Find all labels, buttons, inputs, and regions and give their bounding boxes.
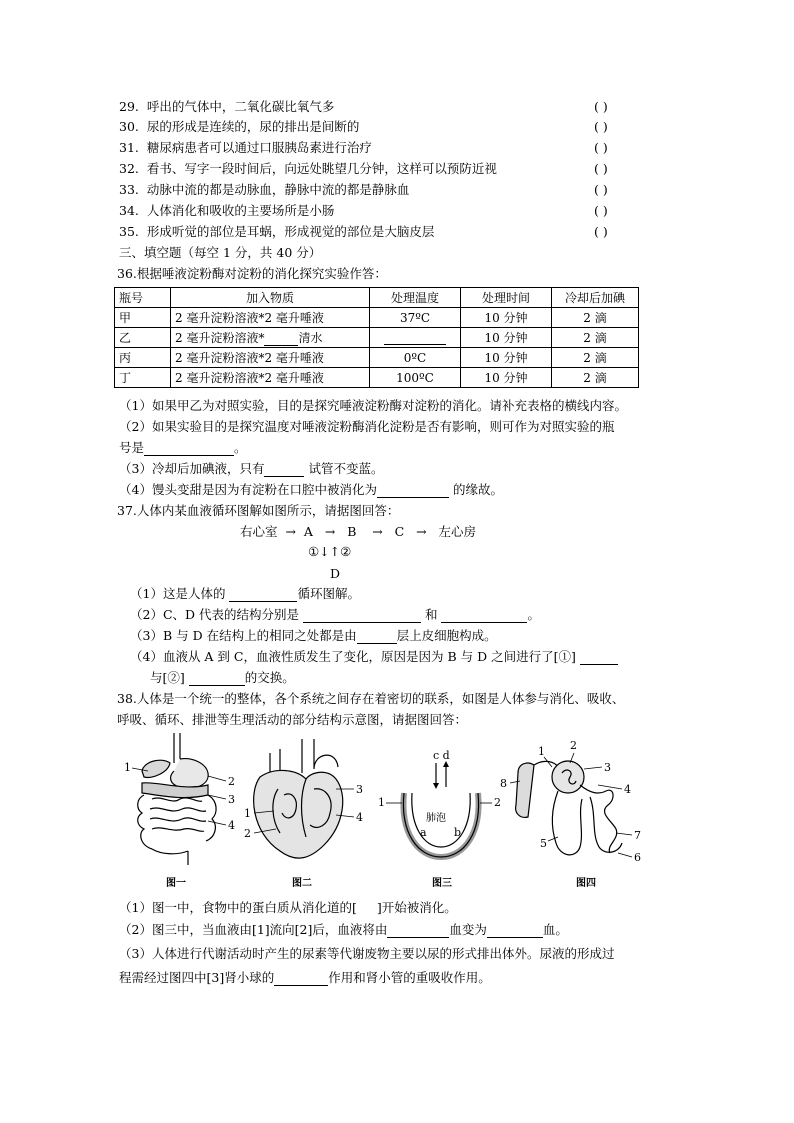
circulation-diagram-row2: ①↓↑②	[308, 544, 352, 559]
cell-temperature: 0ºC	[370, 348, 461, 368]
fig3-label-2: 2	[494, 796, 501, 809]
figure-1-caption: 图一	[166, 878, 186, 889]
answer-paren-35[interactable]: ( )	[594, 224, 608, 239]
q37-part4b-post: 的交换。	[244, 670, 295, 685]
q36-stem: 36.根据唾液淀粉酶对淀粉的消化探究实验作答：	[117, 266, 387, 281]
experiment-table	[114, 287, 639, 388]
q38-part3b-post: 作用和肾小管的重吸收作用。	[328, 970, 491, 985]
q36-part2b-pre: 号是	[119, 440, 145, 455]
heart-figure	[240, 733, 365, 868]
digestive-system-figure	[122, 733, 242, 868]
cell-bottle: 乙	[115, 328, 171, 348]
blank-structure-c[interactable]	[303, 609, 421, 623]
q38-part2-post: 血。	[542, 922, 568, 937]
blank-blood-before[interactable]	[387, 924, 449, 938]
table-row	[115, 308, 639, 328]
fig1-label-1: 1	[124, 761, 131, 774]
question-33: 33. 动脉中流的都是动脉血，静脉中流的都是静脉血	[119, 182, 410, 197]
fig2-label-3: 3	[356, 783, 363, 796]
q36-part3-post: 试管不变蓝。	[304, 461, 384, 476]
q37-part4b-pre: 与[②]	[150, 670, 189, 685]
cell-time: 10 分钟	[461, 328, 552, 348]
fig4-label-8: 8	[500, 777, 507, 790]
q37-part1-post: 循环图解。	[297, 586, 360, 601]
q36-part3-pre: （3）冷却后加碘液，只有	[119, 461, 265, 476]
fig1-label-3: 3	[228, 793, 235, 806]
question-32: 32. 看书、写字一段时间后，向远处眺望几分钟，这样可以预防近视	[119, 161, 497, 176]
table-row	[115, 368, 639, 388]
blank-structure-d[interactable]	[441, 609, 527, 623]
q36-part4	[119, 482, 503, 498]
figure-3-caption: 图三	[432, 878, 452, 889]
substance-suffix: 清水	[298, 331, 323, 345]
question-30: 30. 尿的形成是连续的，尿的排出是间断的	[119, 119, 360, 134]
table-row	[115, 348, 639, 368]
blank-substance[interactable]	[264, 332, 298, 346]
q37-part1-pre: （1）这是人体的	[130, 586, 230, 601]
q37-stem: 37.人体内某血液循环图解如图所示，请据图回答：	[117, 503, 400, 518]
header-iodine: 冷却后加碘	[552, 288, 639, 308]
blank-gas-2[interactable]	[189, 672, 245, 686]
fig1-label-4: 4	[228, 819, 235, 832]
nephron-figure	[498, 733, 663, 868]
fig4-label-7: 7	[634, 829, 641, 842]
cell-substance: 2 毫升淀粉溶液*2 毫升唾液	[171, 348, 370, 368]
q36-part4-post: 的缘故。	[448, 482, 503, 497]
answer-paren-33[interactable]: ( )	[594, 182, 608, 197]
cell-temperature: 100ºC	[370, 368, 461, 388]
question-34: 34. 人体消化和吸收的主要场所是小肠	[119, 203, 335, 218]
q38-part1-post: ]开始被消化。	[376, 900, 457, 915]
cell-time: 10 分钟	[461, 308, 552, 328]
alveolus-figure	[376, 733, 506, 868]
blank-digestive-organ[interactable]	[357, 903, 377, 916]
q36-part3	[119, 461, 383, 477]
blank-gas-1[interactable]	[580, 651, 618, 665]
section-title: 三、填空题（每空 1 分，共 40 分）	[119, 245, 322, 260]
q37-part4b	[150, 670, 295, 686]
circulation-diagram-row3: D	[330, 566, 341, 581]
fig4-label-5: 5	[540, 837, 547, 850]
q38-part2-pre: （2）图三中，当血液由[1]流向[2]后，血液将由	[119, 922, 388, 937]
cell-temperature: 37ºC	[370, 308, 461, 328]
q38-part3b-pre: 程需经过图四中[3]肾小球的	[119, 970, 275, 985]
q37-part3-post: 层上皮细胞构成。	[396, 628, 497, 643]
blank-digestion-product[interactable]	[377, 484, 449, 498]
cell-iodine: 2 滴	[552, 308, 639, 328]
cell-substance: 2 毫升淀粉溶液*2 毫升唾液	[171, 308, 370, 328]
q37-part3	[130, 628, 497, 644]
fig4-label-4: 4	[624, 783, 631, 796]
q38-part3a: （3）人体进行代谢活动时产生的尿素等代谢废物主要以尿的形式排出体外。尿液的形成过	[119, 946, 615, 961]
fig4-label-3: 3	[604, 761, 611, 774]
alveolus-label: 肺泡	[426, 813, 446, 824]
q37-part3-pre: （3）B 与 D 在结构上的相同之处都是由	[130, 628, 357, 643]
fig2-label-4: 4	[356, 811, 363, 824]
answer-paren-34[interactable]: ( )	[594, 203, 608, 218]
q36-part2b-post: 。	[234, 440, 247, 455]
cell-time: 10 分钟	[461, 348, 552, 368]
cell-temperature	[370, 328, 461, 348]
question-35: 35. 形成听觉的部位是耳蜗，形成视觉的部位是大脑皮层	[119, 224, 435, 239]
fig1-label-2: 2	[228, 775, 235, 788]
q38-part2	[119, 922, 568, 938]
q37-part2-post: 。	[527, 607, 540, 622]
q36-part2a: （2）如果实验目的是探究温度对唾液淀粉酶消化淀粉是否有影响，则可作为对照实验的瓶	[119, 419, 615, 434]
q38-part2-mid: 血变为	[449, 922, 487, 937]
fig3-label-b: b	[454, 826, 462, 839]
header-temperature: 处理温度	[370, 288, 461, 308]
q38-stem-b: 呼吸、循环、排泄等生理活动的部分结构示意图，请据图回答：	[117, 712, 468, 727]
cell-bottle: 甲	[115, 308, 171, 328]
blank-filtration[interactable]	[274, 972, 328, 986]
figure-2-caption: 图二	[292, 878, 312, 889]
table-row	[115, 328, 639, 348]
blank-blood-after[interactable]	[487, 924, 543, 938]
header-bottle: 瓶号	[115, 288, 171, 308]
header-time: 处理时间	[461, 288, 552, 308]
substance-prefix: 2 毫升淀粉溶液*	[175, 331, 265, 345]
q38-part1	[119, 900, 457, 916]
fig3-label-a: a	[420, 826, 427, 839]
question-29: 29. 呼出的气体中，二氧化碳比氧气多	[119, 99, 335, 114]
fig2-label-1: 1	[244, 807, 251, 820]
q37-part4a	[130, 649, 618, 665]
q37-part1	[130, 586, 360, 602]
figure-4-caption: 图四	[576, 878, 596, 889]
answer-paren-30[interactable]: ( )	[594, 119, 608, 134]
question-31: 31. 糖尿病患者可以通过口服胰岛素进行治疗	[119, 140, 372, 155]
fig3-label-cd: c d	[433, 749, 450, 762]
blank-circulation-type[interactable]	[229, 588, 297, 602]
answer-paren-29[interactable]: ( )	[594, 99, 608, 114]
cell-substance: 2 毫升淀粉溶液*2 毫升唾液	[171, 368, 370, 388]
answer-paren-31[interactable]: ( )	[594, 140, 608, 155]
cell-bottle: 丙	[115, 348, 171, 368]
q37-part2	[130, 607, 540, 623]
fig4-label-6: 6	[634, 851, 641, 864]
q36-part4-pre: （4）馒头变甜是因为有淀粉在口腔中被消化为	[119, 482, 377, 497]
cell-bottle: 丁	[115, 368, 171, 388]
cell-time: 10 分钟	[461, 368, 552, 388]
cell-iodine: 2 滴	[552, 328, 639, 348]
cell-substance	[171, 328, 370, 348]
blank-control-bottle[interactable]	[144, 442, 234, 456]
q37-part4a-pre: （4）血液从 A 到 C，血液性质发生了变化，原因是因为 B 与 D 之间进行了[①]	[130, 649, 580, 664]
fig3-label-1: 1	[378, 796, 385, 809]
q36-part1: （1）如果甲乙为对照实验，目的是探究唾液淀粉酶对淀粉的消化。请补充表格的横线内容。	[119, 398, 627, 413]
blank-temperature[interactable]	[384, 331, 446, 345]
fig2-label-2: 2	[244, 827, 251, 840]
blank-cell-layer[interactable]	[357, 630, 397, 644]
cell-iodine: 2 滴	[552, 368, 639, 388]
q37-part2-pre: （2）C、D 代表的结构分别是	[130, 607, 303, 622]
fig4-label-2: 2	[570, 739, 577, 752]
blank-tube[interactable]	[264, 463, 304, 477]
q38-part1-pre: （1）图一中，食物中的蛋白质从消化道的[	[119, 900, 357, 915]
fig4-label-1: 1	[538, 745, 545, 758]
cell-iodine: 2 滴	[552, 348, 639, 368]
header-substance: 加入物质	[171, 288, 370, 308]
table-header-row	[115, 288, 639, 308]
circulation-diagram-row1: 右心室 → A → B → C → 左心房	[240, 524, 477, 539]
answer-paren-32[interactable]: ( )	[594, 161, 608, 176]
q38-part3b	[119, 970, 491, 986]
q36-part2b	[119, 440, 247, 456]
q37-part2-mid: 和	[421, 607, 442, 622]
q38-stem-a: 38.人体是一个统一的整体，各个系统之间存在着密切的联系，如图是人体参与消化、吸收、	[117, 691, 625, 706]
